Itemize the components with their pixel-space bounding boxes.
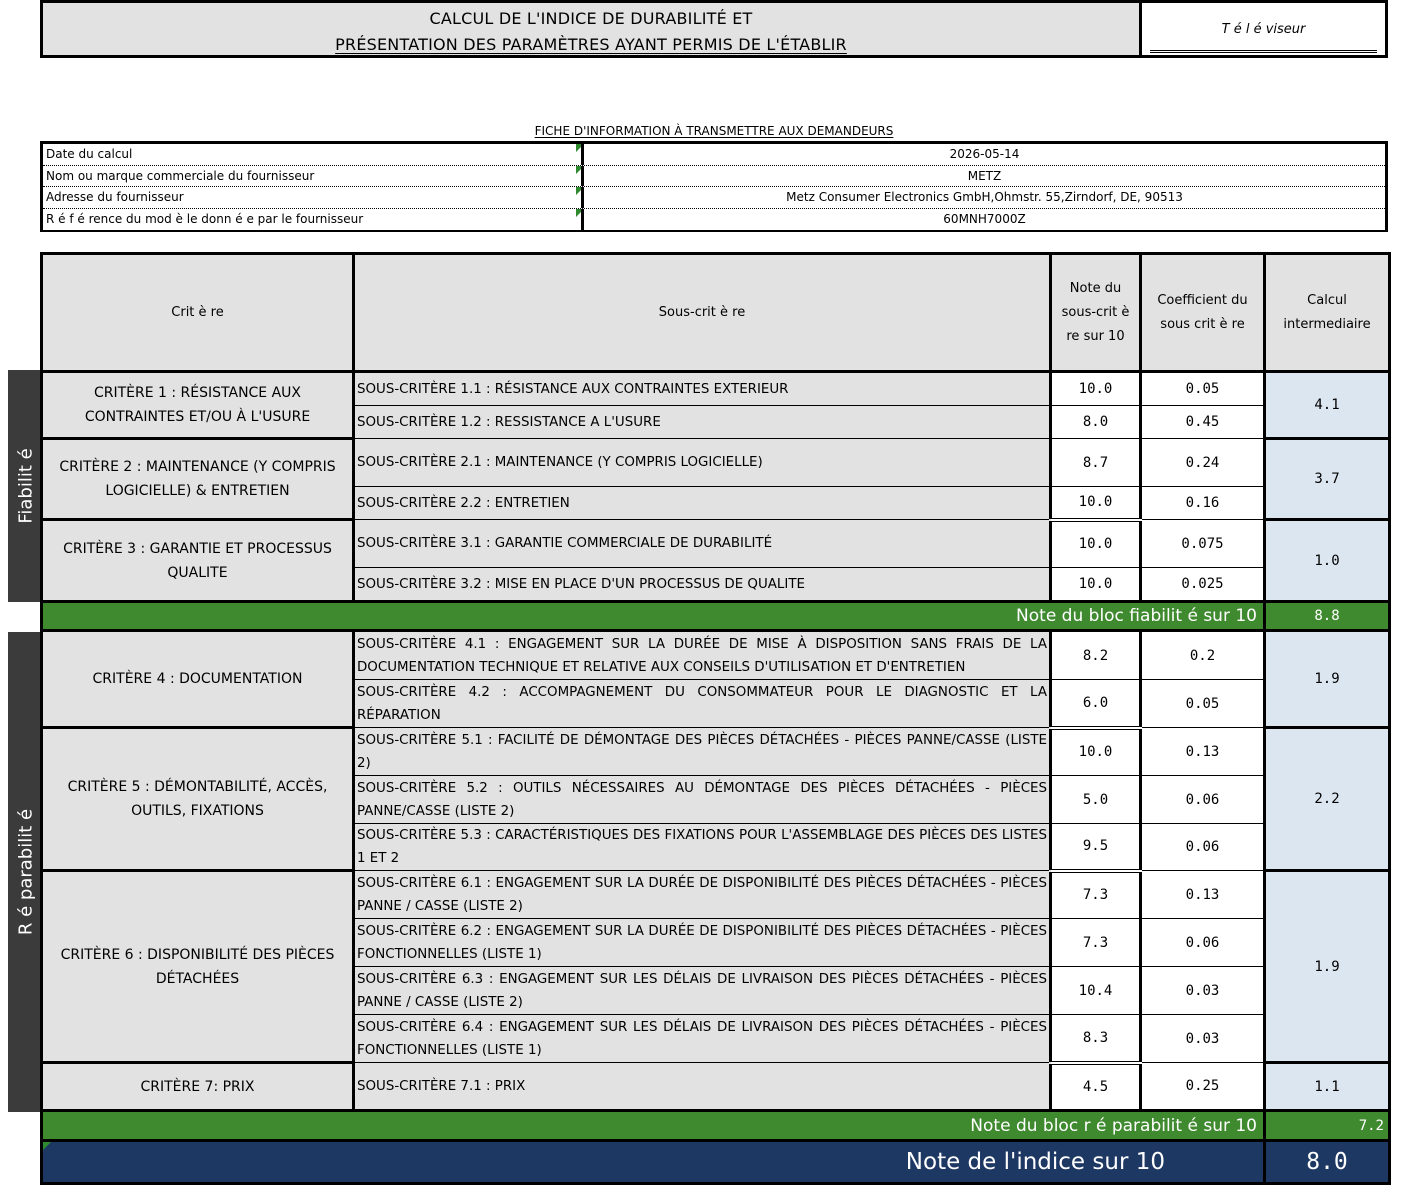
header-calcul: Calcul intermediaire: [1265, 254, 1390, 372]
table-header-row: [42, 254, 1390, 372]
info-value: Metz Consumer Electronics GmbH,Ohmstr. 55,Zirndorf, DE, 90513: [786, 190, 1183, 204]
calc-critere-5: 2.2: [1265, 728, 1390, 871]
fiabilite-total-label: Note du bloc fiabilit é sur 10: [42, 602, 1265, 631]
title-line-1: CALCUL DE L'INDICE DE DURABILITÉ ET: [429, 9, 753, 28]
info-value: 60MNH7000Z: [943, 211, 1026, 226]
sous-critere-5-1: SOUS-CRITÈRE 5.1 : FACILITÉ DE DÉMONTAGE DES PIÈCES DÉTACHÉES - PIÈCES PANNE/CASSE (LISTE 2): [354, 728, 1051, 776]
product-type: T é l é viseur: [1139, 3, 1385, 55]
note-5-3: 9.5: [1051, 824, 1141, 871]
note-7-1: 4.5: [1051, 1063, 1141, 1111]
info-row-date: [43, 144, 1385, 166]
table-row: [42, 520, 1390, 568]
sous-critere-7-1: SOUS-CRITÈRE 7.1 : PRIX: [354, 1063, 1051, 1111]
note-4-1: 8.2: [1051, 631, 1141, 680]
band-reparabilite: [8, 632, 44, 1112]
note-6-2: 7.3: [1051, 919, 1141, 967]
sous-critere-4-1: SOUS-CRITÈRE 4.1 : ENGAGEMENT SUR LA DURÉE DE MISE À DISPOSITION SANS FRAIS DE LA DOCUMENTATION TECHNIQUE ET RELATIVE AUX CONSEILS D'UTILISATION ET D'ENTRETIEN: [354, 631, 1051, 680]
reparabilite-total-value: 7.2: [1265, 1111, 1390, 1141]
table-row: [42, 871, 1390, 919]
calc-critere-3: 1.0: [1265, 520, 1390, 602]
coef-4-1: 0.2: [1141, 631, 1265, 680]
coef-1-1: 0.05: [1141, 372, 1265, 406]
coef-6-3: 0.03: [1141, 967, 1265, 1015]
coef-6-1: 0.13: [1141, 871, 1265, 919]
info-value: METZ: [967, 168, 1002, 183]
coef-2-1: 0.24: [1141, 439, 1265, 487]
info-row-model: [43, 209, 1385, 231]
critere-5: CRITÈRE 5 : DÉMONTABILITÉ, ACCÈS, OUTILS, FIXATIONS: [42, 728, 354, 871]
note-1-1: 10.0: [1051, 372, 1141, 406]
band-fiabilite: [8, 370, 44, 602]
note-5-1: 10.0: [1051, 728, 1141, 776]
critere-2: CRITÈRE 2 : MAINTENANCE (Y COMPRIS LOGICIELLE) & ENTRETIEN: [42, 439, 354, 520]
header-note: Note du sous-crit è re sur 10: [1051, 254, 1141, 372]
title-line-2: PRÉSENTATION DES PARAMÈTRES AYANT PERMIS DE L'ÉTABLIR: [335, 35, 847, 54]
note-6-1: 7.3: [1051, 871, 1141, 919]
header-sous-critere: Sous-crit è re: [354, 254, 1051, 372]
coef-2-2: 0.16: [1141, 487, 1265, 520]
sous-critere-6-1: SOUS-CRITÈRE 6.1 : ENGAGEMENT SUR LA DURÉE DE DISPONIBILITÉ DES PIÈCES DÉTACHÉES - PIÈCES PANNE / CASSE (LISTE 2): [354, 871, 1051, 919]
sous-critere-1-2: SOUS-CRITÈRE 1.2 : RESSISTANCE A L'USURE: [354, 406, 1051, 439]
critere-7: CRITÈRE 7: PRIX: [42, 1063, 354, 1111]
info-label: Date du calcul: [43, 144, 584, 165]
sous-critere-5-3: SOUS-CRITÈRE 5.3 : CARACTÉRISTIQUES DES FIXATIONS POUR L'ASSEMBLAGE DES PIÈCES DES LISTES 1 ET 2: [354, 824, 1051, 871]
indice-label: Note de l'indice sur 10: [42, 1141, 1265, 1184]
table-row: [42, 728, 1390, 776]
critere-6: CRITÈRE 6 : DISPONIBILITÉ DES PIÈCES DÉTACHÉES: [42, 871, 354, 1063]
sous-critere-4-2: SOUS-CRITÈRE 4.2 : ACCOMPAGNEMENT DU CONSOMMATEUR POUR LE DIAGNOSTIC ET LA RÉPARATION: [354, 680, 1051, 728]
sous-critere-6-4: SOUS-CRITÈRE 6.4 : ENGAGEMENT SUR LES DÉLAIS DE LIVRAISON DES PIÈCES DÉTACHÉES - PIÈCES FONCTIONNELLES (LISTE 1): [354, 1015, 1051, 1063]
calc-critere-1: 4.1: [1265, 372, 1390, 439]
page-title: [43, 3, 1139, 55]
table-row: [42, 372, 1390, 406]
coef-5-1: 0.13: [1141, 728, 1265, 776]
note-3-1: 10.0: [1051, 520, 1141, 568]
page-header: [40, 0, 1388, 58]
sous-critere-3-2: SOUS-CRITÈRE 3.2 : MISE EN PLACE D'UN PROCESSUS DE QUALITE: [354, 568, 1051, 602]
coef-7-1: 0.25: [1141, 1063, 1265, 1111]
info-label: Adresse du fournisseur: [43, 187, 584, 208]
reparabilite-total-row: [42, 1111, 1390, 1141]
info-value: 2026-05-14: [949, 147, 1020, 161]
sous-critere-2-2: SOUS-CRITÈRE 2.2 : ENTRETIEN: [354, 487, 1051, 520]
note-3-2: 10.0: [1051, 568, 1141, 602]
note-2-1: 8.7: [1051, 439, 1141, 487]
note-1-2: 8.0: [1051, 406, 1141, 439]
note-6-4: 8.3: [1051, 1015, 1141, 1063]
header-coef: Coefficient du sous crit è re: [1141, 254, 1265, 372]
sous-critere-5-2: SOUS-CRITÈRE 5.2 : OUTILS NÉCESSAIRES AU DÉMONTAGE DES PIÈCES DÉTACHÉES - PIÈCES PANNE/CASSE (LISTE 2): [354, 776, 1051, 824]
note-5-2: 5.0: [1051, 776, 1141, 824]
info-row-address: [43, 187, 1385, 209]
note-6-3: 10.4: [1051, 967, 1141, 1015]
table-row: [42, 631, 1390, 680]
info-label: R é f é rence du mod è le donn é e par le fournisseur: [43, 209, 584, 231]
band-reparabilite-label: R é parabilit é: [15, 808, 37, 936]
critere-1: CRITÈRE 1 : RÉSISTANCE AUX CONTRAINTES ET/OU À L'USURE: [42, 372, 354, 439]
coef-1-2: 0.45: [1141, 406, 1265, 439]
coef-6-4: 0.03: [1141, 1015, 1265, 1063]
table-row: [42, 1063, 1390, 1111]
calc-critere-6: 1.9: [1265, 871, 1390, 1063]
note-4-2: 6.0: [1051, 680, 1141, 728]
critere-3: CRITÈRE 3 : GARANTIE ET PROCESSUS QUALITE: [42, 520, 354, 602]
calc-critere-2: 3.7: [1265, 439, 1390, 520]
header-critere: Crit è re: [42, 254, 354, 372]
calc-critere-4: 1.9: [1265, 631, 1390, 728]
sous-critere-1-1: SOUS-CRITÈRE 1.1 : RÉSISTANCE AUX CONTRAINTES EXTERIEUR: [354, 372, 1051, 406]
table-row: [42, 439, 1390, 487]
info-label: Nom ou marque commerciale du fournisseur: [43, 166, 584, 187]
coef-5-2: 0.06: [1141, 776, 1265, 824]
reparabilite-total-label: Note du bloc r é parabilit é sur 10: [42, 1111, 1265, 1141]
fiabilite-total-value: 8.8: [1265, 602, 1390, 631]
band-fiabilite-label: Fiabilit é: [15, 448, 37, 524]
note-2-2: 10.0: [1051, 487, 1141, 520]
calc-critere-7: 1.1: [1265, 1063, 1390, 1111]
coef-4-2: 0.05: [1141, 680, 1265, 728]
sous-critere-6-3: SOUS-CRITÈRE 6.3 : ENGAGEMENT SUR LES DÉLAIS DE LIVRAISON DES PIÈCES DÉTACHÉES - PIÈCES PANNE / CASSE (LISTE 2): [354, 967, 1051, 1015]
coef-6-2: 0.06: [1141, 919, 1265, 967]
fiabilite-total-row: [42, 602, 1390, 631]
coef-3-1: 0.075: [1141, 520, 1265, 568]
indice-value: 8.0: [1265, 1141, 1390, 1184]
sous-critere-2-1: SOUS-CRITÈRE 2.1 : MAINTENANCE (Y COMPRIS LOGICIELLE): [354, 439, 1051, 487]
durability-table: [40, 252, 1391, 1185]
sous-critere-3-1: SOUS-CRITÈRE 3.1 : GARANTIE COMMERCIALE DE DURABILITÉ: [354, 520, 1051, 568]
coef-3-2: 0.025: [1141, 568, 1265, 602]
fiche-title: FICHE D'INFORMATION À TRANSMETTRE AUX DEMANDEURS: [534, 124, 894, 138]
info-table: [40, 141, 1388, 232]
info-row-brand: [43, 166, 1385, 188]
coef-5-3: 0.06: [1141, 824, 1265, 871]
critere-4: CRITÈRE 4 : DOCUMENTATION: [42, 631, 354, 728]
indice-row: [42, 1141, 1390, 1184]
sous-critere-6-2: SOUS-CRITÈRE 6.2 : ENGAGEMENT SUR LA DURÉE DE DISPONIBILITÉ DES PIÈCES DÉTACHÉES - PIÈCES FONCTIONNELLES (LISTE 1): [354, 919, 1051, 967]
